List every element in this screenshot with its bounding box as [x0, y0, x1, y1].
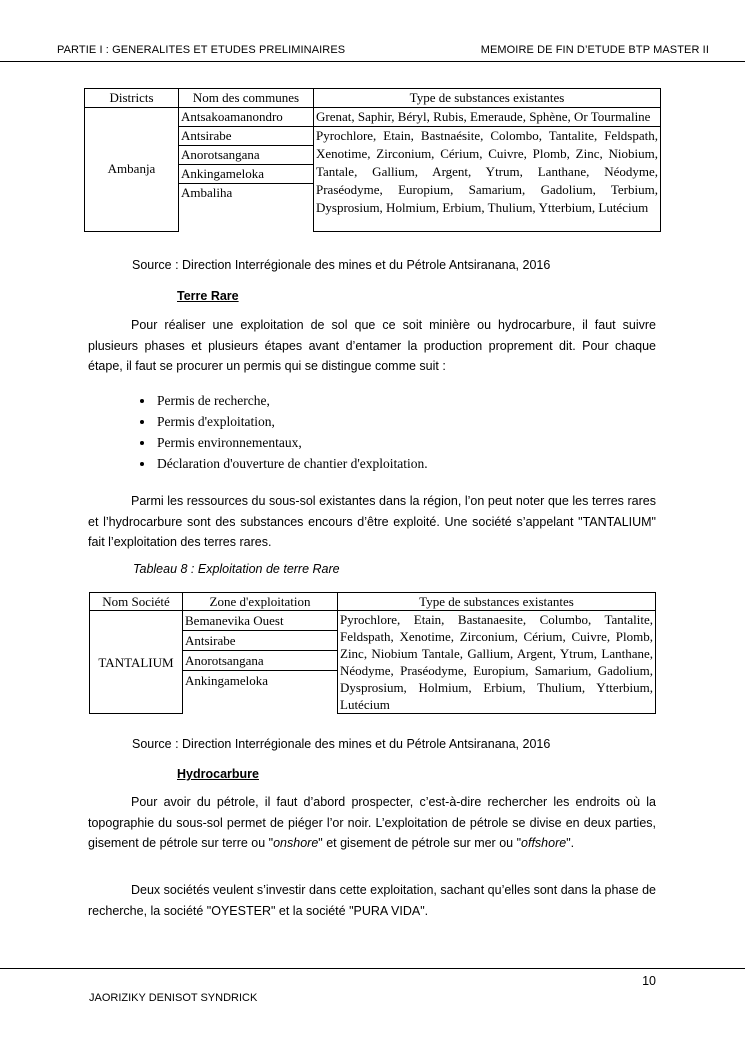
- substances-cell: Pyrochlore, Etain, Bastanaesite, Columbo, Tantalite, Feldspath, Xenotime, Zirconium, Cérium, Cuivre, Plomb, Zinc, Niobium Tantale, Gallium, Argent, Ytrum, Lanthane, Néodyme, Praséodyme, Europium, Samarium, Gadolium, Dysprosium, Holmium, Erbium, Thulium, Ytterbium, Lutécium: [338, 611, 656, 714]
- paragraph-petrole: [88, 792, 656, 854]
- zone-list-cell: [183, 611, 338, 714]
- zone-item: Antsirabe: [183, 631, 337, 651]
- table-header-row: [85, 89, 661, 108]
- col-header-zone: Zone d'exploitation: [183, 593, 338, 611]
- substances-cell: Pyrochlore, Etain, Bastnaésite, Colombo, Tantalite, Feldspath, Xenotime, Zirconium, Cérium, Cuivre, Plomb, Zinc, Niobium, Tantale, Gallium, Argent, Ytrum, Lanthane, Néodyme, Praséodyme, Europium, Samarium, Gadolium, Terbium, Dysprosium, Holmium, Erbium, Thulium, Ytterbium, Lutécium: [314, 127, 661, 232]
- section-heading-terre-rare: Terre Rare: [177, 289, 239, 303]
- footer-author: JAORIZIKY DENISOT SYNDRICK: [89, 992, 258, 1004]
- commune-item: Ambaliha: [181, 185, 233, 200]
- list-item: • Déclaration d'ouverture de chantier d'exploitation.: [155, 453, 428, 474]
- source-note-1: Source : Direction Interrégionale des mines et du Pétrole Antsiranana, 2016: [132, 258, 551, 272]
- paragraph-permits-intro: Pour réaliser une exploitation de sol que ce soit minière ou hydrocarbure, il faut suivre plusieurs phases et plusieurs étapes avant d’entamer la production proprement dit. Pour chaque étape, il faut se procurer un permis qui se distingue comme suit :: [88, 318, 656, 373]
- paragraph-societes: Deux sociétés veulent s’investir dans cette exploitation, sachant qu’elles sont dans la phase de recherche, la société "OYESTER" et la société "PURA VIDA".: [88, 883, 656, 918]
- col-header-substances: Type de substances existantes: [314, 89, 661, 108]
- communes-substances-table: [84, 88, 661, 232]
- table-row: [85, 108, 661, 127]
- commune-item: Ankingameloka: [179, 165, 313, 184]
- page-number: 10: [642, 974, 656, 988]
- col-header-societe: Nom Société: [90, 593, 183, 611]
- list-item: • Permis de recherche,: [155, 390, 428, 411]
- commune-item: Anorotsangana: [179, 146, 313, 165]
- section-heading-hydrocarbure: Hydrocarbure: [177, 767, 259, 781]
- substances-cell: Grenat, Saphir, Béryl, Rubis, Emeraude, Sphène, Or Tourmaline: [314, 108, 661, 127]
- company-cell: TANTALIUM: [90, 611, 183, 714]
- para-text: ".: [566, 836, 575, 850]
- list-item: • Permis environnementaux,: [155, 432, 428, 453]
- para-text: " et gisement de pétrole sur mer ou ": [318, 836, 522, 850]
- district-cell: Ambanja: [85, 108, 179, 232]
- table-caption: Tableau 8 : Exploitation de terre Rare: [133, 562, 340, 576]
- commune-cell: Antsakoamanondro: [179, 108, 314, 127]
- permits-list: [115, 390, 428, 474]
- onshore-term: onshore: [273, 836, 319, 850]
- commune-item: Antsirabe: [179, 127, 313, 146]
- zone-item: Ankingameloka: [185, 673, 269, 688]
- col-header-districts: Districts: [85, 89, 179, 108]
- terre-rare-exploitation-table: [89, 592, 656, 714]
- offshore-term: offshore: [521, 836, 567, 850]
- footer-rule: [0, 968, 745, 969]
- table-header-row: [90, 593, 656, 611]
- col-header-communes: Nom des communes: [179, 89, 314, 108]
- running-header-right: MEMOIRE DE FIN D’ETUDE BTP MASTER II: [480, 44, 709, 56]
- commune-list-cell: [179, 127, 314, 232]
- list-item: • Permis d'exploitation,: [155, 411, 428, 432]
- source-note-2: Source : Direction Interrégionale des mines et du Pétrole Antsiranana, 2016: [132, 737, 551, 751]
- zone-item: Anorotsangana: [183, 651, 337, 671]
- header-rule: [0, 61, 745, 62]
- zone-item: Bemanevika Ouest: [183, 611, 337, 631]
- table-row: [90, 611, 656, 714]
- para-text: Pour avoir du pétrole, il faut d’abord prospecter, c’est-à-dire rechercher les endroits où la topographie du sous-sol permet de piéger l’or noir. L’exploitation de pétrole se divise en deux parties, gisement de pétrole sur terre ou ": [88, 795, 656, 850]
- col-header-substances: Type de substances existantes: [338, 593, 656, 611]
- running-header-left: PARTIE I : GENERALITES ET ETUDES PRELIMINAIRES: [57, 44, 346, 56]
- paragraph-ressources: Parmi les ressources du sous-sol existantes dans la région, l’on peut noter que les terres rares et l’hydrocarbure sont des substances encours d’être exploité. Une société s’appelant "TANTALIUM" fait l’exploitation des terres rares.: [88, 494, 656, 549]
